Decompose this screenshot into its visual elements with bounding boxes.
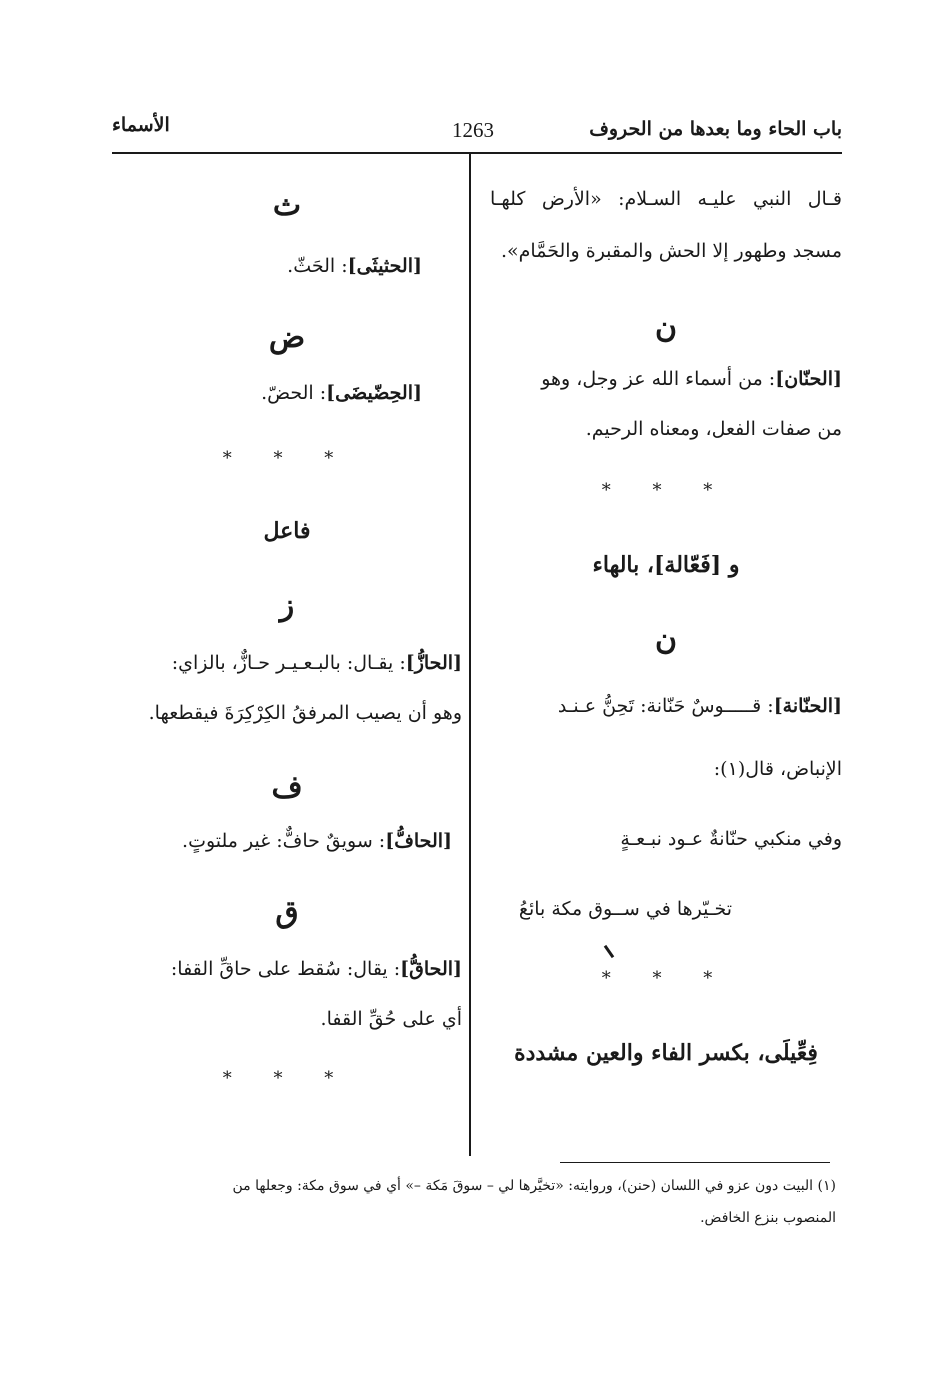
entry-haq-text-1: : يقال: سُقط على حاقِّ القفا: — [170, 958, 401, 980]
letter-nun-1: ن — [654, 310, 678, 345]
verse-hemistich-2: تخـيّرها في ســوق مكة بائعُ — [518, 898, 732, 920]
entry-hathitha-headword: [الحثيثَى] — [347, 255, 422, 277]
footnote-line-2: المنصوب بنزع الخافض. — [700, 1210, 836, 1226]
entry-hadida-def: : الحضّ. — [261, 382, 327, 404]
entry-hannan-line-2: من صفات الفعل، ومعناه الرحيم. — [585, 418, 842, 440]
intro-line-2: مسجد وطهور إلا الحش والمقبرة والحَمَّام». — [501, 240, 842, 262]
entry-hadida — [261, 382, 422, 404]
pattern-heading-fiiila: فِعِّيلَى، بكسر الفاء والعين مشددة — [514, 1040, 818, 1066]
pattern-heading-faeil: فاعل — [263, 518, 311, 544]
entry-haq-line-1 — [112, 958, 462, 980]
footnote-rule — [560, 1162, 830, 1163]
letter-qaf: ق — [275, 895, 299, 930]
page-number: 1263 — [452, 118, 494, 142]
pattern-heading-faala: و [فَعّالة]، بالهاء — [592, 552, 740, 578]
entry-haz-text-1: : يقـال: بالبـعـيـر حـازٌّ، بالزاي: — [171, 652, 406, 674]
entry-haq-line-2: أي على حُقِّ القفا. — [320, 1008, 462, 1030]
ink-mark — [604, 945, 614, 958]
entry-haz-headword: [الحازُّ] — [405, 652, 462, 674]
entry-hannana-headword: [الحنّانة] — [773, 695, 842, 717]
entry-hannan-line-1 — [490, 368, 842, 390]
section-separator-3: * * * — [222, 448, 352, 469]
section-separator-1: * * * — [601, 480, 731, 501]
entry-haz-line-2: وهو أن يصيب المرفقُ الكِرْكِرَةَ فيقطعها. — [148, 702, 462, 724]
letter-fa: ف — [271, 770, 303, 805]
entry-hannan-text-1: : من أسماء الله عز وجل، وهو — [541, 368, 776, 390]
entry-hathitha-def: : الحَثّ. — [287, 255, 348, 277]
intro-line-1: قـال النبي عليـه السـلام: «الأرض كلهـا — [490, 188, 842, 210]
section-separator-4: * * * — [222, 1068, 352, 1089]
entry-haf-def: : سويقٌ حافٌّ: غير ملتوتٍ. — [182, 830, 386, 852]
entry-hannana-line-1 — [490, 695, 842, 717]
verse-hemistich-1: وفي منكبي حنّانةٌ عـود نبـعـةٍ — [620, 828, 842, 850]
letter-zay: ز — [279, 588, 295, 623]
header-rule — [112, 152, 842, 154]
entry-haq-headword: [الحاقُّ] — [400, 958, 462, 980]
footnote-line-1: (١) البيت دون عزو في اللسان (حنن)، وروايته: «تخيَّرها لي – سوقَ مَكة –» أي في سوق مكة: وجعلها من — [232, 1178, 836, 1194]
entry-hadida-headword: [الحِضّيضَى] — [326, 382, 422, 404]
entry-hannana-text-1: : قـــــوسٌ حَنّانة: تَحِنُّ عـنـد — [557, 695, 774, 717]
section-separator-2: * * * — [601, 968, 731, 989]
section-title: الأسماء — [112, 114, 170, 136]
entry-hannan-headword: [الحنّان] — [775, 368, 842, 390]
entry-haz-line-1 — [112, 652, 462, 674]
entry-haf — [182, 830, 452, 852]
entry-hannana-line-2: الإنباض، قال(١): — [713, 758, 842, 780]
entry-hathitha — [287, 255, 422, 277]
letter-tha: ث — [272, 188, 302, 223]
page-header — [112, 112, 842, 152]
letter-nun-2: ن — [654, 622, 678, 657]
chapter-title: باب الحاء وما بعدها من الحروف — [589, 118, 842, 140]
column-divider — [469, 154, 471, 1156]
letter-dad: ض — [268, 320, 306, 355]
entry-haf-headword: [الحافُّ] — [385, 830, 452, 852]
